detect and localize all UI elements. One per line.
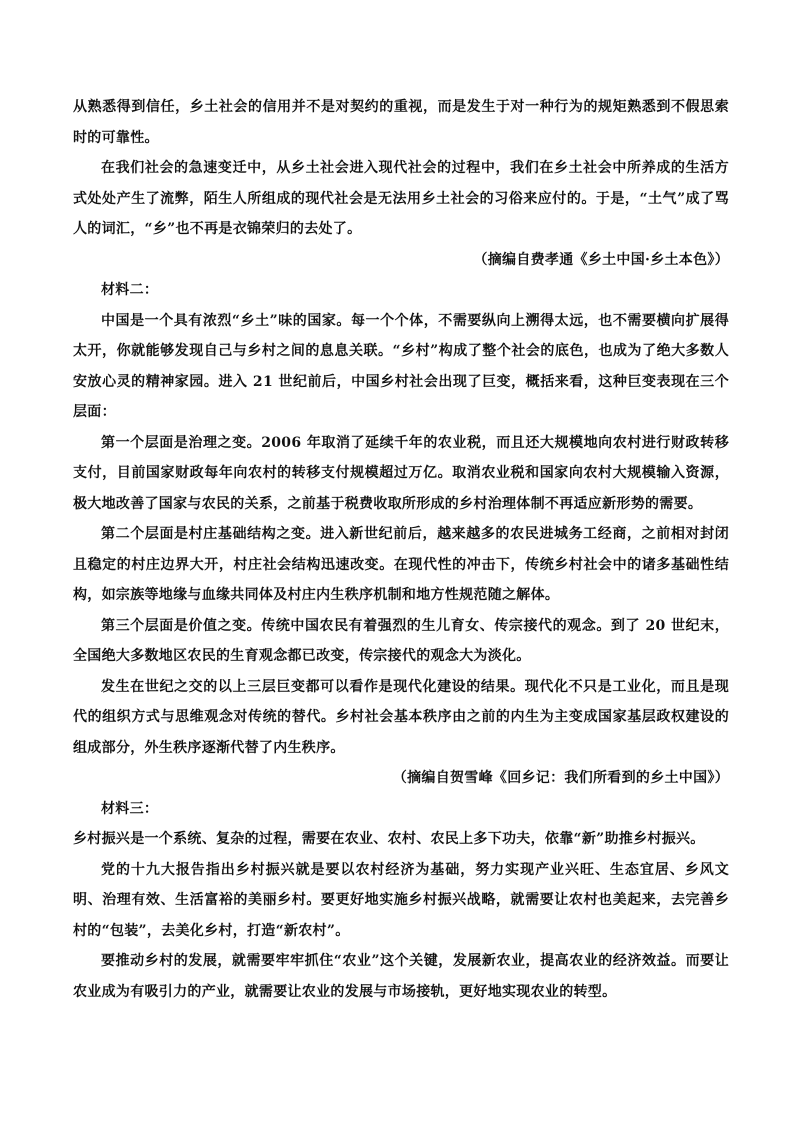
body-paragraph: 第二个层面是村庄基础结构之变。进入新世纪前后，越来越多的农民进城务工经商，之前相对封闭且稳定的村庄边界大开，村庄社会结构迅速改变。在现代性的冲击下，传统乡村社会中的诸多基础性结构，如宗族等地缘与血缘共同体及村庄内生秩序机制和地方性规范随之解体。 bbox=[73, 526, 729, 603]
body-paragraph: 要推动乡村的发展，就需要牢牢抓住“农业”这个关键，发展新农业，提高农业的经济效益。而要让农业成为有吸引力的产业，就需要让农业的发展与市场接轨，更好地实现农业的转型。 bbox=[73, 953, 729, 1000]
body-paragraph: 在我们社会的急速变迁中，从乡土社会进入现代社会的过程中，我们在乡土社会中所养成的生活方式处处产生了流弊，陌生人所组成的现代社会是无法用乡土社会的习俗来应付的。于是，“土气”成了骂人的词汇，“乡”也不再是衣锦荣归的去处了。 bbox=[73, 160, 729, 237]
body-paragraph: 材料三： bbox=[101, 800, 159, 817]
body-paragraph: 第一个层面是治理之变。2006 年取消了延续千年的农业税，而且还大规模地向农村进行财政转移支付，目前国家财政每年向农村的转移支付规模超过万亿。取消农业税和国家向农村大规模输入资源，极大地改善了国家与农民的关系，之前基于税费收取所形成的乡村治理体制不再适应新形势的需要。 bbox=[73, 434, 729, 512]
body-paragraph: 发生在世纪之交的以上三层巨变都可以看作是现代化建设的结果。现代化不只是工业化，而且是现代的组织方式与思维观念对传统的替代。乡村社会基本秩序由之前的内生为主变成国家基层政权建设的组成部分，外生秩序逐渐代替了内生秩序。 bbox=[73, 678, 729, 756]
source-citation: （摘编自贺雪峰《回乡记：我们所看到的乡土中国》） bbox=[392, 770, 729, 786]
body-paragraph: 材料二： bbox=[101, 282, 159, 298]
body-paragraph: 从熟悉得到信任，乡土社会的信用并不是对契约的重视，而是发生于对一种行为的规矩熟悉到不假思索时的可靠性。 bbox=[73, 99, 729, 146]
body-paragraph: 党的十九大报告指出乡村振兴就是要以农村经济为基础，努力实现产业兴旺、生态宜居、乡风文明、治理有效、生活富裕的美丽乡村。要更好地实施乡村振兴战略，就需要让农村也美起来，去完善乡村的“包装”，去美化乡村，打造“新农村”。 bbox=[73, 861, 729, 939]
document-page bbox=[73, 92, 729, 1007]
body-paragraph: 第三个层面是价值之变。传统中国农民有着强烈的生儿育女、传宗接代的观念。到了 20 世纪末，全国绝大多数地区农民的生育观念都已改变，传宗接代的观念大为淡化。 bbox=[73, 617, 729, 664]
body-paragraph: 中国是一个具有浓烈“乡土”味的国家。每一个个体，不需要纵向上溯得太远，也不需要横向扩展得太开，你就能够发现自己与乡村之间的息息关联。“乡村”构成了整个社会的底色，也成为了绝大多数人安放心灵的精神家园。进入 21 世纪前后，中国乡村社会出现了巨变，概括来看，这种巨变表现在三个层面： bbox=[73, 312, 729, 420]
source-citation: （摘编自费孝通《乡土中国·乡土本色》） bbox=[473, 251, 729, 268]
body-paragraph: 乡村振兴是一个系统、复杂的过程，需要在农业、农村、农民上多下功夫，依靠“新”助推乡村振兴。 bbox=[73, 831, 705, 847]
